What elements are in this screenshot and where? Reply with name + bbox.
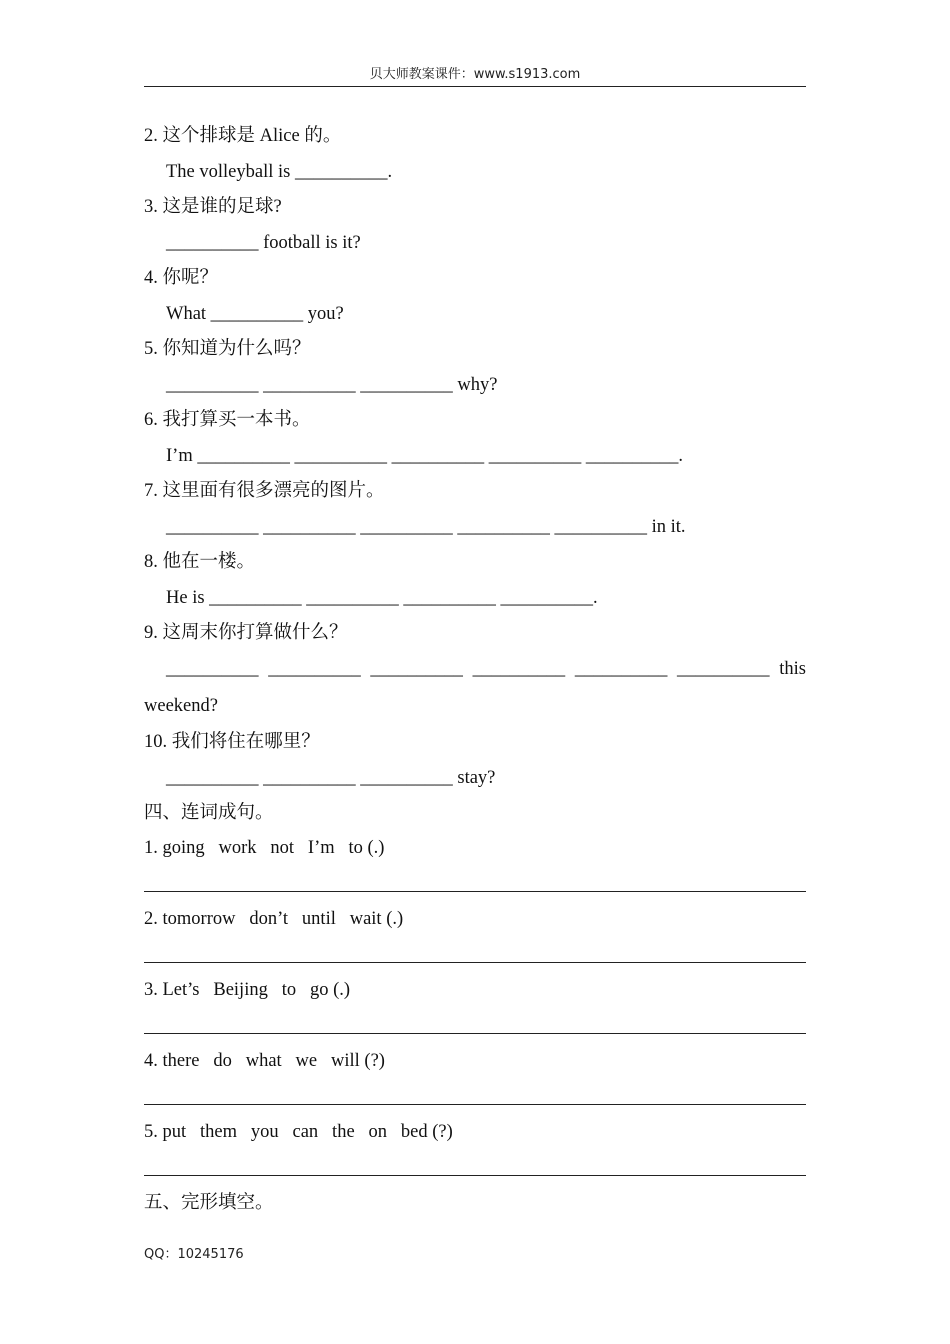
answer-line-2 xyxy=(144,962,806,963)
question-4-english: What __________ you? xyxy=(166,304,344,324)
blank: __________ xyxy=(472,659,566,679)
question-6-english: I’m __________ __________ __________ __________ __________. xyxy=(166,446,683,466)
page-footer: QQ：10245176 xyxy=(144,1247,244,1262)
question-5-english: __________ __________ __________ why? xyxy=(166,375,498,395)
sentence-item-4: 4. there do what we will (?) xyxy=(144,1051,385,1071)
answer-line-3 xyxy=(144,1033,806,1034)
question-2-english: The volleyball is __________. xyxy=(166,162,393,182)
question-9-english-continued: weekend? xyxy=(144,696,218,716)
question-8-english: He is __________ __________ __________ __________. xyxy=(166,588,598,608)
word: this xyxy=(779,659,806,679)
question-7-chinese: 7. 这里面有很多漂亮的图片。 xyxy=(144,481,385,501)
question-6-chinese: 6. 我打算买一本书。 xyxy=(144,410,311,430)
question-3-english: __________ football is it? xyxy=(166,233,361,253)
answer-line-4 xyxy=(144,1104,806,1105)
sentence-item-5: 5. put them you can the on bed (?) xyxy=(144,1122,453,1142)
blank: __________ xyxy=(166,659,259,679)
question-4-chinese: 4. 你呢？ xyxy=(144,268,219,288)
section-4-title: 四、连词成句。 xyxy=(144,803,274,823)
answer-line-5 xyxy=(144,1175,806,1176)
question-10-chinese: 10. 我们将住在哪里？ xyxy=(144,732,320,752)
question-5-chinese: 5. 你知道为什么吗？ xyxy=(144,339,311,359)
question-9-english xyxy=(166,657,806,681)
question-7-english: __________ __________ __________ __________ __________ in it. xyxy=(166,517,686,537)
question-9-chinese: 9. 这周末你打算做什么？ xyxy=(144,623,348,643)
sentence-item-3: 3. Let’s Beijing to go (.) xyxy=(144,980,351,1000)
question-8-chinese: 8. 他在一楼。 xyxy=(144,552,256,572)
blank: __________ xyxy=(677,659,770,679)
page-header: 贝大师教案课件：www.s1913.com xyxy=(144,66,806,87)
sentence-item-1: 1. going work not I’m to (.) xyxy=(144,838,385,858)
answer-line-1 xyxy=(144,891,806,892)
question-3-chinese: 3. 这是谁的足球? xyxy=(144,197,282,217)
blank: __________ xyxy=(370,659,463,679)
blank: __________ xyxy=(574,659,668,679)
sentence-item-2: 2. tomorrow don’t until wait (.) xyxy=(144,909,404,929)
blank: __________ xyxy=(268,659,361,679)
question-2-chinese: 2. 这个排球是 Alice 的。 xyxy=(144,126,342,146)
question-10-english: __________ __________ __________ stay? xyxy=(166,768,496,788)
section-5-title: 五、完形填空。 xyxy=(144,1193,274,1213)
